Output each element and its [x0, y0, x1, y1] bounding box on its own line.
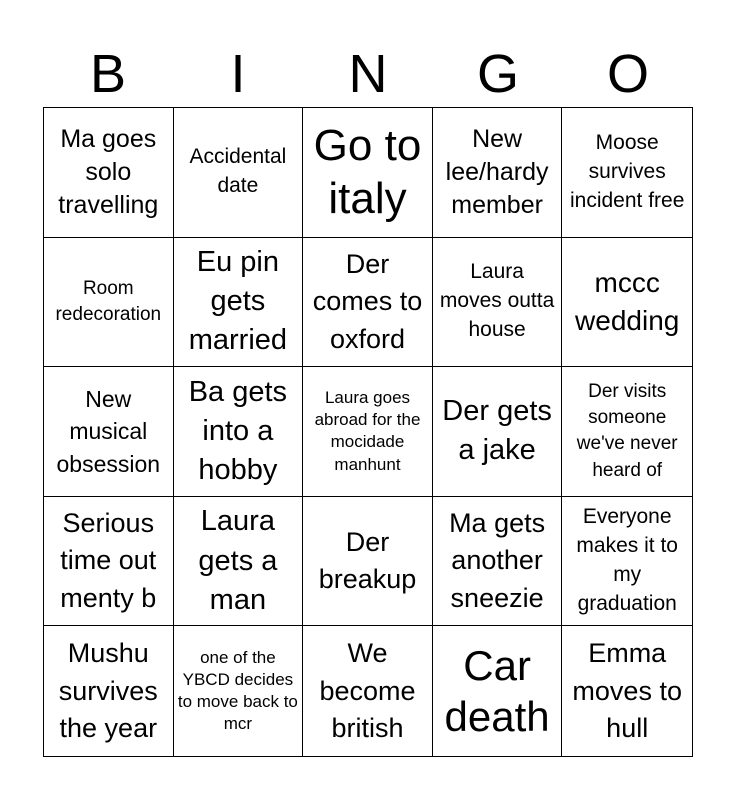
bingo-cell[interactable]: Serious time out menty b [44, 497, 174, 627]
bingo-cell[interactable]: Ma goes solo travelling [44, 108, 174, 238]
header-letter-n: N [348, 44, 388, 104]
bingo-cell[interactable]: New lee/hardy member [433, 108, 563, 238]
bingo-cell[interactable]: Der comes to oxford [303, 238, 433, 368]
bingo-cell[interactable]: Moose survives incident free [562, 108, 692, 238]
bingo-cell[interactable]: Der visits someone we've never heard of [562, 367, 692, 497]
bingo-cell[interactable]: Ma gets another sneezie [433, 497, 563, 627]
bingo-cell[interactable]: Accidental date [174, 108, 304, 238]
header-letter-g: G [476, 44, 519, 104]
bingo-cell[interactable]: Car death [433, 626, 563, 756]
bingo-cell[interactable]: Mushu survives the year [44, 626, 174, 756]
bingo-cell[interactable]: mccc wedding [562, 238, 692, 368]
bingo-cell[interactable]: Go to italy [303, 108, 433, 238]
header-letter-b: B [89, 44, 127, 104]
bingo-cell[interactable]: New musical obsession [44, 367, 174, 497]
bingo-cell[interactable]: Eu pin gets married [174, 238, 304, 368]
bingo-cell[interactable]: Room redecoration [44, 238, 174, 368]
bingo-cell[interactable]: Laura gets a man [174, 497, 304, 627]
header-letter-i: I [230, 44, 246, 104]
bingo-cell[interactable]: Everyone makes it to my graduation [562, 497, 692, 627]
bingo-cell[interactable]: one of the YBCD decides to move back to mcr [174, 626, 304, 756]
bingo-header [43, 40, 693, 108]
bingo-cell[interactable]: Laura moves outta house [433, 238, 563, 368]
bingo-cell[interactable]: We become british [303, 626, 433, 756]
bingo-cell[interactable]: Der gets a jake [433, 367, 563, 497]
bingo-cell[interactable]: Ba gets into a hobby [174, 367, 304, 497]
bingo-cell[interactable]: Emma moves to hull [572, 638, 682, 743]
bingo-cell[interactable]: Der breakup [303, 497, 433, 627]
bingo-cell[interactable]: Laura goes abroad for the mocidade manhunt [303, 367, 433, 497]
header-letter-o: O [606, 44, 649, 104]
bingo-board [43, 107, 693, 757]
